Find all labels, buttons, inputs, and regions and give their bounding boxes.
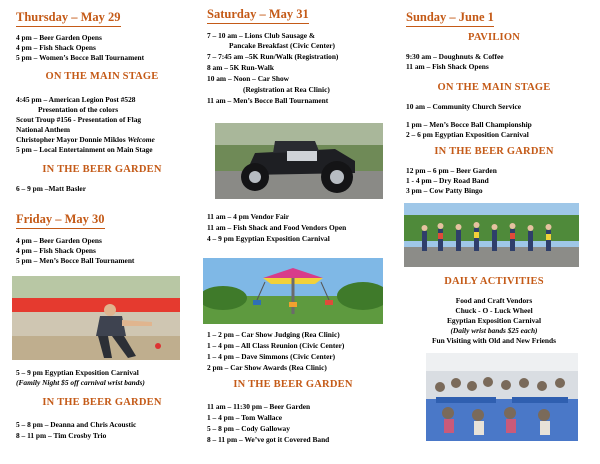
beer-garden-event: 3 pm – Cow Patty Bingo — [406, 186, 483, 195]
main-stage-event: 4:45 pm – American Legion Post #528 — [16, 95, 136, 104]
saturday-event: 7 – 10 am – Lions Club Sausage & — [207, 31, 316, 40]
thursday-event: 4 pm – Fish Shack Opens — [16, 43, 96, 52]
thursday-event: 5 pm – Women’s Bocce Ball Tournament — [16, 53, 145, 62]
friday-event: 4 pm – Fish Shack Opens — [16, 246, 96, 255]
main-stage-event: Scout Troup #156 - Presentation of Flag — [16, 115, 142, 124]
saturday-afternoon-event: 1 – 4 pm – All Class Reunion (Civic Center) — [207, 341, 345, 350]
main-stage-event: 5 pm – Local Entertainment on Main Stage — [16, 145, 153, 154]
beer-garden-event: 1 – 4 pm – Tom Wallace — [207, 413, 283, 422]
hot-rod-car-photo — [215, 123, 383, 199]
thursday-main-stage-heading: ON THE MAIN STAGE — [45, 71, 159, 82]
saturday-midday-event: 11 am – 4 pm Vendor Fair — [207, 212, 289, 221]
main-stage-event: 1 pm – Men’s Bocce Ball Championship — [406, 120, 532, 129]
main-stage-event — [16, 135, 155, 144]
daily-activity: Egyptian Exposition Carnival — [446, 316, 542, 325]
saturday-afternoon-event: 1 – 4 pm – Dave Simmons (Civic Center) — [207, 352, 336, 361]
beer-garden-event: 12 pm – 6 pm – Beer Garden — [406, 166, 497, 175]
daily-activity: Food and Craft Vendors — [455, 296, 533, 305]
main-stage-event: National Anthem — [16, 125, 70, 134]
beer-garden-event: 6 – 9 pm –Matt Basler — [16, 184, 86, 193]
family-night-note: (Family Night $5 off carnival wrist bands) — [16, 378, 145, 387]
beer-garden-event: 5 – 8 pm – Cody Galloway — [207, 424, 290, 433]
thursday-event: 4 pm – Beer Garden Opens — [16, 33, 102, 42]
daily-activity: Chuck - O - Luck Wheel — [455, 306, 533, 315]
saturday-beer-garden-heading: IN THE BEER GARDEN — [233, 379, 353, 390]
main-stage-event: 2 – 6 pm Egyptian Exposition Carnival — [406, 130, 529, 139]
reunion-crowd-photo — [426, 353, 578, 441]
saturday-event: 11 am – Men’s Bocce Ball Tournament — [207, 96, 329, 105]
saturday-event: 8 am – 5K Run-Walk — [207, 63, 274, 72]
welcome-text: Welcome — [127, 135, 155, 144]
main-stage-event: 10 am – Community Church Service — [406, 102, 522, 111]
friday-event: 4 pm – Beer Garden Opens — [16, 236, 102, 245]
saturday-afternoon-event: 1 – 2 pm – Car Show Judging (Rea Clinic) — [207, 330, 340, 339]
carnival-ride-photo — [203, 258, 383, 324]
pavilion-heading: PAVILION — [468, 32, 520, 43]
beer-garden-event: 5 – 8 pm – Deanna and Chris Acoustic — [16, 420, 137, 429]
closing-line: Fun Visiting with Old and New Friends — [431, 336, 557, 345]
friday-beer-garden-heading: IN THE BEER GARDEN — [42, 397, 162, 408]
main-stage-event: Presentation of the colors — [38, 105, 119, 114]
beer-garden-event: 1 - 4 pm – Dry Road Band — [406, 176, 489, 185]
saturday-heading: Saturday – May 31 — [207, 7, 309, 24]
saturday-afternoon-event: 2 pm – Car Show Awards (Rea Clinic) — [207, 363, 327, 372]
saturday-event: Pancake Breakfast (Civic Center) — [229, 41, 335, 50]
saturday-midday-event: 4 – 9 pm Egyptian Exposition Carnival — [207, 234, 330, 243]
saturday-event: 7 – 7:45 am –5K Run/Walk (Registration) — [207, 52, 339, 61]
thursday-heading: Thursday – May 29 — [16, 10, 121, 27]
wristband-note: (Daily wrist bands $25 each) — [450, 326, 538, 335]
pavilion-event: 9:30 am – Doughnuts & Coffee — [406, 52, 504, 61]
carnival-line: 5 – 9 pm Egyptian Exposition Carnival — [16, 368, 139, 377]
daily-activities-heading: DAILY ACTIVITIES — [444, 276, 544, 287]
beer-garden-event: 11 am – 11:30 pm – Beer Garden — [207, 402, 311, 411]
thursday-beer-garden-heading: IN THE BEER GARDEN — [42, 164, 162, 175]
sunday-beer-garden-heading: IN THE BEER GARDEN — [434, 146, 554, 157]
pavilion-event: 11 am – Fish Shack Opens — [406, 62, 489, 71]
beer-garden-event: 8 – 11 pm – We’ve got it Covered Band — [207, 435, 330, 444]
saturday-event: 10 am – Noon – Car Show — [207, 74, 289, 83]
friday-heading: Friday – May 30 — [16, 212, 105, 229]
sunday-main-stage-heading: ON THE MAIN STAGE — [437, 82, 551, 93]
fun-run-photo — [404, 203, 579, 267]
bocce-player-photo — [12, 276, 180, 360]
mayor-line: Christopher Mayor Donnie Miklos — [16, 135, 126, 144]
friday-event: 5 pm – Men’s Bocce Ball Tournament — [16, 256, 135, 265]
beer-garden-event: 8 – 11 pm – Tim Crosby Trio — [16, 431, 107, 440]
sunday-heading: Sunday – June 1 — [406, 10, 494, 27]
saturday-event: (Registration at Rea Clinic) — [243, 85, 330, 94]
saturday-midday-event: 11 am – Fish Shack and Food Vendors Open — [207, 223, 347, 232]
